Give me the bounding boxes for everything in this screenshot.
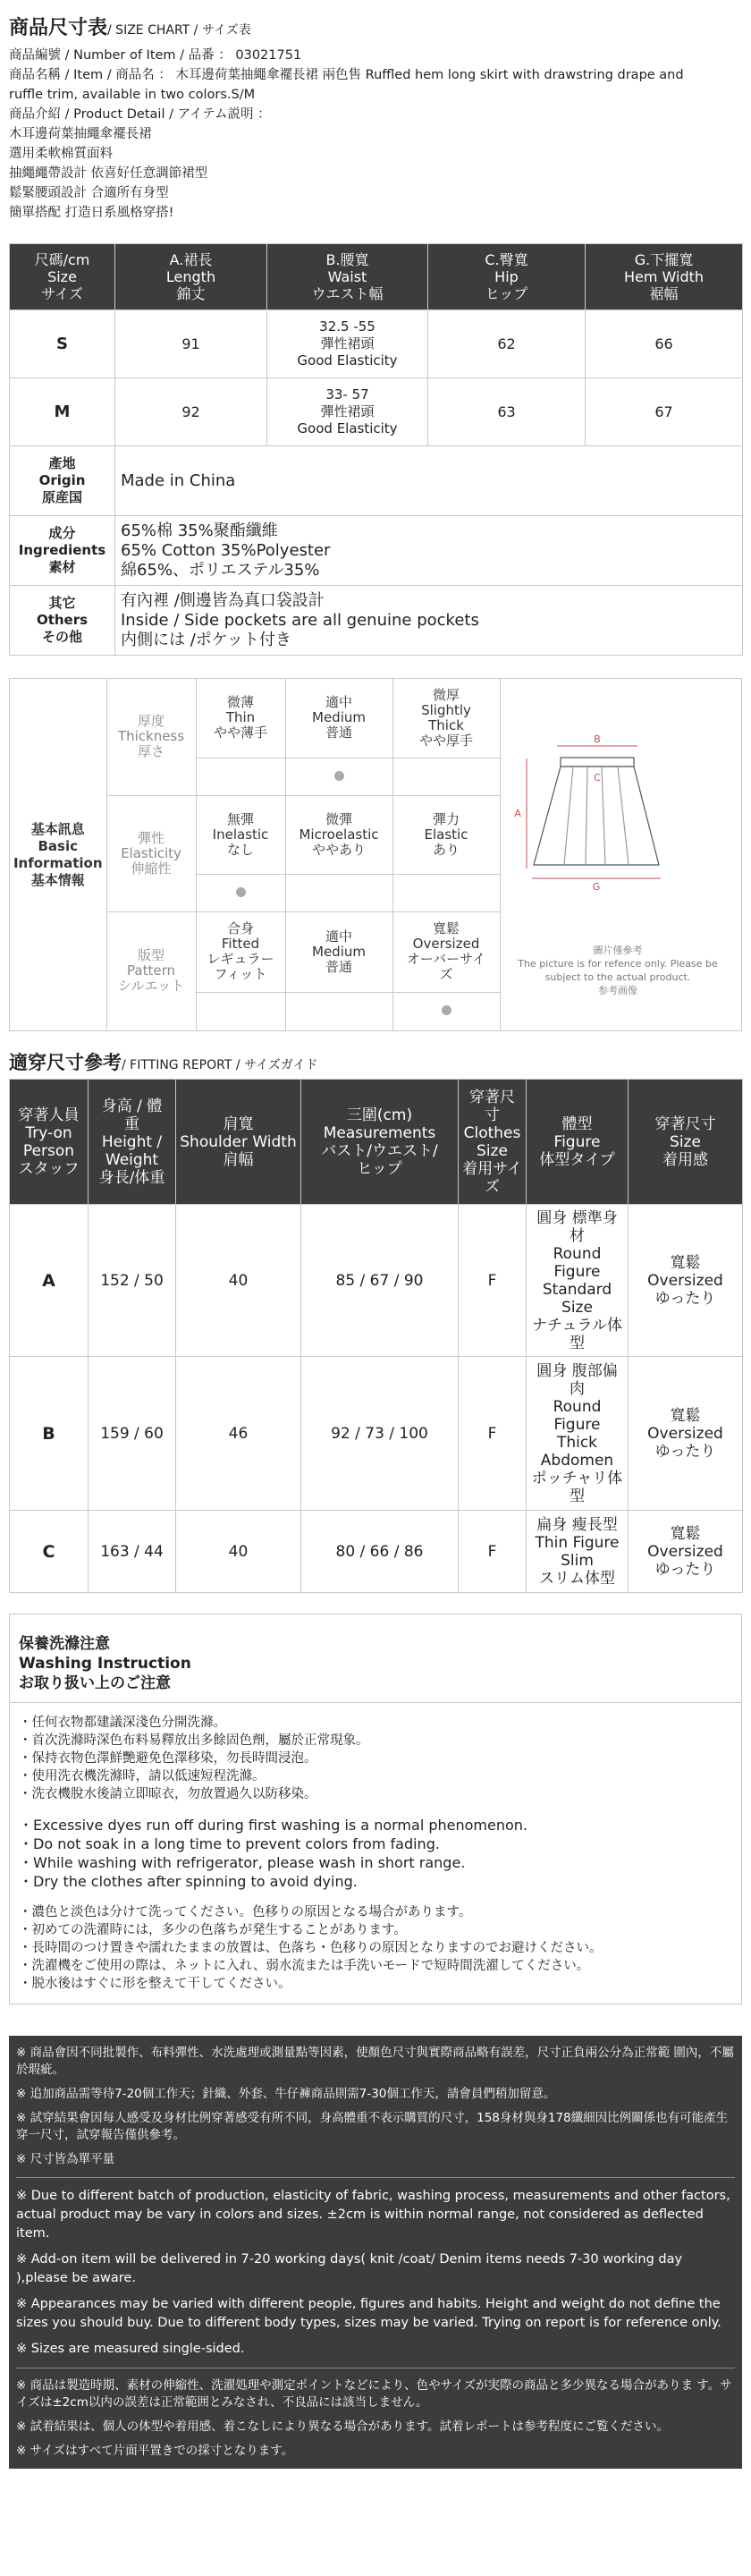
th-line: 體型 [561, 1114, 593, 1133]
washing-en [19, 1816, 732, 1891]
washing-line: ・While washing with refrigerator, please wash in short range. [19, 1854, 466, 1871]
height-weight-cell: 163 / 44 [89, 1511, 176, 1593]
shoulder-cell: 40 [176, 1511, 301, 1593]
shoulder-cell: 46 [176, 1357, 301, 1511]
th-line: Hem Width [623, 268, 705, 285]
label-line: 產地 [48, 455, 76, 471]
waist-line: Good Elasticity [297, 420, 398, 436]
size-table-header [10, 244, 743, 310]
table-row [10, 310, 743, 378]
hip-cell: 62 [428, 310, 586, 378]
notes-jp [16, 2377, 735, 2460]
th-line: Length [165, 268, 216, 285]
title-text: 商品尺寸表 [9, 17, 108, 39]
washing-panel [9, 1614, 742, 2004]
fit-line: ゆったり [654, 1442, 716, 1461]
opt-line: 普通 [325, 958, 352, 975]
notes-en [16, 2187, 735, 2359]
th-line: Measurements [323, 1123, 436, 1142]
shoulder-cell: 40 [176, 1205, 301, 1357]
label-line: 彈性 [137, 829, 165, 846]
label-line: 厚度 [137, 713, 165, 730]
washing-title-jp: お取り扱い上のご注意 [19, 1674, 171, 1692]
note-line: ※ 尺寸皆為單平量 [16, 2152, 115, 2166]
th-line: 着用感 [662, 1150, 708, 1169]
note-line: ※ 試穿結果會因每人感受及身材比例穿著感受有所不同，身高體重不表示購買的尺寸，158身材與身178纖細因比例關係也有可能產生穿一尺寸，試穿報告僅供參考。 [16, 2111, 729, 2142]
elasticity-option-micro [285, 795, 392, 874]
caption-line: The picture is for refence only. Please be [518, 958, 718, 970]
waistband-shape [561, 758, 634, 767]
washing-line: ・任何衣物都建議深淺色分開洗滌。 [19, 1716, 226, 1730]
opt-line: Inelastic [212, 826, 269, 843]
th-line: 着用サイ [462, 1159, 522, 1178]
length-cell: 91 [115, 310, 267, 378]
clothes-size-cell: F [459, 1511, 527, 1593]
basic-info-panel [9, 678, 742, 1031]
pattern-option-medium [285, 911, 392, 992]
opt-line: 寬鬆 [432, 920, 460, 936]
figure-line: Abdomen [540, 1451, 614, 1470]
washing-line: ・Dry the clothes after spinning to avoid dying. [19, 1873, 358, 1890]
ingredients-label [10, 516, 115, 586]
others-value [115, 586, 743, 656]
opt-line: Fitted [221, 936, 260, 952]
info-line: ruffle trim, available in two colors.S/M [9, 88, 256, 102]
opt-line: Medium [312, 943, 366, 960]
info-line: 鬆緊腰頭設計 合適所有身型 [9, 186, 169, 200]
th-line: バスト/ウエスト/ [321, 1141, 438, 1160]
length-cell: 92 [115, 378, 267, 446]
col-waist [267, 244, 428, 310]
opt-line: 微厚 [432, 686, 460, 703]
clothes-size-cell: F [459, 1357, 527, 1511]
th-line: 体型タイプ [539, 1150, 615, 1169]
info-line: 選用柔軟棉質面料 [9, 147, 113, 161]
fitting-title-text: 適穿尺寸參考 [9, 1052, 122, 1073]
label-line: シルエット [117, 978, 185, 995]
note-line: ※ 商品は製造時期、素材の伸縮性、洗濯処理や測定ポイントなどにより、色やサイズが実際の商品と多少異なる場合がありま す。サイズは±2cm以内の誤差は正常範囲とみなされ、不良品には該当しません。 [16, 2378, 732, 2410]
opt-line: レギュラー [207, 951, 274, 967]
washing-line: ・脱水後はすぐに形を整えて干してください。 [19, 1977, 291, 1991]
th-line: 穿著人員 [18, 1106, 80, 1124]
label-line: 基本情報 [30, 871, 85, 888]
figure-line: Slim [561, 1551, 594, 1570]
divider [16, 2177, 735, 2178]
notes-panel [9, 2036, 742, 2469]
col-measurements [301, 1080, 459, 1205]
ingredients-row [10, 516, 743, 586]
thickness-label [106, 679, 196, 795]
washing-title [10, 1614, 741, 1703]
washing-title-zh: 保養洗滌注意 [19, 1635, 110, 1653]
dot-cell [392, 874, 500, 911]
th-line: 肩寬 [223, 1114, 254, 1133]
opt-line: なし [226, 841, 254, 858]
opt-line: 適中 [325, 694, 352, 711]
label-line: 其它 [48, 595, 76, 611]
col-shoulder [176, 1080, 301, 1205]
opt-line: 微彈 [325, 810, 352, 827]
note-line: ※ Add-on item will be delivered in 7-20 working days( knit /coat/ Denim items needs 7-30 working day ),please be aware. [16, 2252, 683, 2285]
label-b: B [594, 733, 601, 745]
opt-line: 無彈 [226, 810, 254, 827]
product-header [9, 13, 742, 223]
table-row [10, 1205, 743, 1357]
figure-line: 圓身 腹部偏 [536, 1361, 618, 1380]
opt-line: あり [432, 841, 460, 858]
waist-line: 彈性裙頭 [320, 403, 375, 419]
thickness-row [10, 679, 500, 758]
info-line: 商品編號 / Number of Item / 品番 ： 03021751 [9, 48, 302, 63]
figure-line: Figure [553, 1415, 601, 1434]
col-height-weight [89, 1080, 176, 1205]
fit-line: Oversized [647, 1542, 723, 1561]
waist-line: 彈性裙頭 [320, 335, 375, 352]
figure-line: Thin Figure [535, 1533, 620, 1552]
fit-line: ゆったり [654, 1560, 716, 1579]
washing-line: ・Do not soak in a long time to prevent colors from fading. [19, 1835, 440, 1852]
info-line: 商品名稱 / Item / 商品名 ： 木耳邊荷葉抽繩傘襬長裙 兩色售 Ruffled hem long skirt with drawstring drape and [9, 68, 684, 82]
opt-line: ズ [439, 966, 453, 982]
waist-cell [267, 310, 428, 378]
waist-line: 33- 57 [325, 386, 369, 402]
info-line: 抽繩繩帶設計 依喜好任意調節裙型 [9, 166, 208, 181]
th-line: Waist [327, 268, 367, 285]
label-line: 成分 [48, 525, 76, 541]
figure-line: Standard [542, 1280, 612, 1299]
label-line: Others [36, 612, 89, 628]
caption-line: subject to the actual product. [544, 971, 691, 983]
washing-title-en: Washing Instruction [19, 1655, 191, 1673]
th-line: Height / [101, 1132, 163, 1151]
waist-line: 32.5 -55 [319, 318, 376, 335]
washing-body [10, 1703, 741, 2004]
pattern-option-fitted [196, 911, 285, 992]
value-line: 有內裡 /側邊皆為真口袋設計 [121, 590, 325, 610]
opt-line: 彈力 [432, 810, 460, 827]
figure-line: 肉 [570, 1379, 585, 1398]
th-line: 重 [124, 1114, 139, 1133]
figure-line: スリム体型 [539, 1569, 615, 1588]
washing-zh [19, 1714, 732, 1803]
value-line: 内側には /ポケット付き [121, 630, 291, 649]
label-line: その他 [41, 629, 82, 645]
note-line: ※ Appearances may be varied with different people, figures and habits. Height and weight do not define the sizes you should buy. Due to different body types, sizes may be varied. Trying on report is for reference only. [16, 2297, 721, 2330]
col-length [115, 244, 267, 310]
note-line: ※ 商品會因不同批製作、布料彈性、水洗處理或測量點等因素，使顏色尺寸與實際商品略有誤差，尺寸正負兩公分為正常範 圍內，不屬於瑕疵。 [16, 2046, 734, 2077]
pattern-option-oversized [392, 911, 500, 992]
hem-cell: 67 [586, 378, 743, 446]
col-size [10, 244, 115, 310]
figure-line: 扁身 瘦長型 [536, 1515, 618, 1534]
clothes-size-cell: F [459, 1205, 527, 1357]
elasticity-option-elastic [392, 795, 500, 874]
others-label [10, 586, 115, 656]
origin-value: Made in China [115, 446, 743, 516]
washing-line: ・長時間のつけ置きや濡れたままの放置は、色落ち・色移りの原因となりますのでお避けください。 [19, 1941, 603, 1955]
th-line: 穿著尺 [469, 1088, 515, 1106]
th-line: ウエスト幅 [311, 285, 384, 302]
figure-line: Round [553, 1397, 602, 1416]
label-line: Information [13, 854, 103, 871]
figure-line: Figure [553, 1262, 601, 1281]
th-line: ズ [485, 1177, 500, 1196]
thickness-option-medium [285, 679, 392, 758]
th-line: ヒップ [485, 285, 528, 302]
info-line: 商品介紹 / Product Detail / アイテム説明 ： [9, 107, 271, 122]
origin-label [10, 446, 115, 516]
opt-line: やや厚手 [418, 732, 473, 749]
th-line: 寸 [485, 1106, 500, 1124]
fitting-subtitle: / FITTING REPORT / サイズガイド [122, 1058, 318, 1072]
info-line: 木耳邊荷葉抽繩傘襬長裙 [9, 127, 152, 141]
washing-line: ・洗濯機をご使用の際は、ネットに入れ、弱水流または手洗いモードで短時間洗濯してください。 [19, 1959, 590, 1973]
opt-line: ややあり [311, 841, 366, 858]
size-cell: S [10, 310, 115, 378]
label-line: 原産国 [41, 489, 82, 505]
value-line: 65%棉 35%聚酯纖維 [121, 521, 278, 540]
figure-cell [527, 1205, 629, 1357]
th-line: ヒップ [357, 1159, 402, 1178]
opt-line: Slightly [421, 701, 471, 718]
dot-cell [196, 874, 285, 911]
fit-line: Oversized [647, 1424, 723, 1443]
th-line: Shoulder Width [180, 1132, 297, 1151]
th-line: Size [47, 268, 77, 285]
note-line: ※ 試着結果は、個人の体型や着用感、着こなしにより異なる場合があります。試着レポートは参考程度にご覧ください。 [16, 2419, 670, 2434]
person-cell: C [10, 1511, 89, 1593]
note-line: ※ Sizes are measured single-sided. [16, 2342, 245, 2356]
th-line: Clothes [463, 1123, 521, 1142]
page-title [9, 13, 742, 40]
opt-line: やや薄手 [213, 724, 267, 741]
selected-dot-icon [442, 1005, 451, 1015]
fit-line: Oversized [647, 1271, 723, 1290]
dot-cell [196, 992, 285, 1030]
washing-line: ・首次洗滌時深色布料易釋放出多餘固色劑，屬於正常現象。 [19, 1733, 369, 1748]
fit-line: 寬鬆 [670, 1406, 701, 1425]
th-line: 身高 / 體 [101, 1097, 163, 1115]
note-line: ※ サイズはすべて片面平置きでの採寸となります。 [16, 2444, 294, 2458]
label-line: Basic [38, 837, 79, 854]
note-line: ※ Due to different batch of production, elasticity of fabric, washing process, measurements and other factors, actual product may be vary in colors and sizes. ±2cm is within normal range, not considered as deflected item. [16, 2189, 730, 2241]
col-hip [428, 244, 586, 310]
elasticity-label [106, 795, 196, 911]
washing-line: ・保持衣物色澤鮮艷避免色澤移染，勿長時間浸泡。 [19, 1751, 317, 1766]
washing-line: ・初めての洗濯時には，多少の色落ちが発生することがあります。 [19, 1923, 407, 1937]
col-figure [527, 1080, 629, 1205]
label-line: Thickness [117, 728, 185, 745]
figure-line: Size [561, 1298, 593, 1317]
fit-cell [629, 1511, 743, 1593]
th-line: 穿著尺寸 [654, 1114, 716, 1133]
th-line: 身長/体重 [98, 1168, 165, 1187]
th-line: Try-on [25, 1123, 72, 1142]
dot-cell [392, 992, 500, 1030]
opt-line: Medium [312, 709, 366, 726]
dot-cell [285, 874, 392, 911]
value-line: 綿65%、ポリエステル35% [121, 560, 320, 580]
opt-line: 適中 [325, 928, 352, 945]
opt-line: Oversized [412, 936, 480, 952]
fitting-table [9, 1079, 743, 1593]
label-g: G [592, 881, 601, 893]
th-line: A.裙長 [169, 251, 213, 268]
dot-cell [285, 758, 392, 795]
table-row [10, 1357, 743, 1511]
figure-line: Round [553, 1244, 602, 1263]
th-line: サイズ [41, 285, 83, 302]
label-line: Ingredients [18, 542, 106, 558]
notes-zh [16, 2045, 735, 2168]
th-line: C.臀寬 [485, 251, 528, 268]
size-table [9, 243, 743, 656]
ingredients-value [115, 516, 743, 586]
th-line: 錦丈 [176, 285, 206, 302]
height-weight-cell: 159 / 60 [89, 1357, 176, 1511]
title-subtitle: / SIZE CHART / サイズ表 [107, 23, 251, 38]
person-cell: B [10, 1357, 89, 1511]
washing-jp [19, 1903, 732, 1993]
opt-line: Thin [225, 709, 256, 726]
label-line: Elasticity [121, 844, 181, 861]
waist-cell [267, 378, 428, 446]
opt-line: オーバーサイ [406, 951, 486, 967]
measurements-cell: 92 / 73 / 100 [301, 1357, 459, 1511]
opt-line: 合身 [226, 920, 254, 936]
fit-line: 寬鬆 [670, 1524, 701, 1543]
th-line: スタッフ [18, 1159, 80, 1178]
washing-line: ・Excessive dyes run off during first washing is a normal phenomenon. [19, 1817, 527, 1834]
measurements-cell: 85 / 67 / 90 [301, 1205, 459, 1357]
th-line: 三圍(cm) [346, 1106, 413, 1124]
basic-info-label [10, 679, 106, 1030]
th-line: Size [670, 1132, 701, 1151]
th-line: 肩幅 [223, 1150, 254, 1169]
washing-line: ・濃色と淡色は分けて洗ってください。色移りの原因となる場合があります。 [19, 1905, 472, 1919]
figure-line: 型 [570, 1334, 585, 1352]
fitting-title [9, 1050, 742, 1077]
opt-line: Thick [428, 716, 464, 733]
opt-line: Elastic [424, 826, 468, 843]
product-info-lines [9, 46, 742, 223]
th-line: 尺碼/cm [34, 251, 90, 268]
label-a: A [514, 808, 521, 819]
hem-cell: 66 [586, 310, 743, 378]
selected-dot-icon [334, 771, 344, 781]
value-line: 65% Cotton 35%Polyester [121, 540, 331, 560]
th-line: B.腰寬 [325, 251, 369, 268]
dot-cell [392, 758, 500, 795]
th-line: 裾幅 [649, 285, 679, 302]
washing-line: ・使用洗衣機洗滌時，請以低速短程洗滌。 [19, 1769, 266, 1784]
th-line: Size [477, 1141, 508, 1160]
elasticity-option-inelastic [196, 795, 285, 874]
figure-line: 圓身 標準身 [536, 1208, 618, 1227]
basic-info-table [10, 679, 501, 1030]
skirt-diagram [511, 715, 671, 929]
label-line: 基本訊息 [30, 820, 85, 837]
figure-cell [527, 1511, 629, 1593]
caption-line: 参考画像 [598, 985, 637, 996]
note-line: ※ 追加商品需等待7-20個工作天；針織、外套、牛仔褲商品則需7-30個工作天，請會員們稍加留意。 [16, 2087, 556, 2101]
opt-line: フィット [214, 966, 267, 982]
caption-line: 圖片僅參考 [593, 945, 643, 956]
th-line: Hip [494, 268, 519, 285]
waist-line: Good Elasticity [297, 352, 398, 369]
label-line: Pattern [127, 962, 175, 979]
pattern-label [106, 911, 196, 1030]
fit-cell [629, 1357, 743, 1511]
size-chart [9, 243, 742, 656]
origin-row [10, 446, 743, 516]
value-line: Inside / Side pockets are all genuine pockets [121, 610, 479, 630]
label-line: 伸縮性 [131, 860, 172, 877]
col-fit [629, 1080, 743, 1205]
washing-line: ・洗衣機脫水後請立即晾衣，勿放置過久以防移染。 [19, 1787, 317, 1801]
opt-line: 普通 [325, 724, 352, 741]
fit-cell [629, 1205, 743, 1357]
figure-line: Thick [556, 1433, 598, 1452]
figure-cell [527, 1357, 629, 1511]
size-cell: M [10, 378, 115, 446]
others-row [10, 586, 743, 656]
col-clothes-size [459, 1080, 527, 1205]
dot-cell [196, 758, 285, 795]
diagram-caption [511, 944, 725, 997]
height-weight-cell: 152 / 50 [89, 1205, 176, 1357]
fit-line: 寬鬆 [670, 1253, 701, 1272]
table-row [10, 378, 743, 446]
thickness-option-thin [196, 679, 285, 758]
measurements-cell: 80 / 66 / 86 [301, 1511, 459, 1593]
figure-line: ポッチャリ体 [531, 1469, 623, 1487]
fitting-report [9, 1050, 742, 1593]
selected-dot-icon [236, 887, 246, 897]
col-hem [586, 244, 743, 310]
opt-line: Microelastic [299, 826, 379, 843]
table-row [10, 1511, 743, 1593]
label-c: C [594, 772, 601, 784]
figure-line: ナチュラル体 [532, 1316, 622, 1335]
hip-cell: 63 [428, 378, 586, 446]
th-line: Figure [553, 1132, 601, 1151]
opt-line: 微薄 [226, 694, 254, 711]
figure-line: 材 [570, 1226, 585, 1245]
label-line: 素材 [48, 559, 76, 575]
label-line: 版型 [137, 947, 165, 964]
th-line: Weight [105, 1150, 159, 1169]
th-line: G.下擺寬 [634, 251, 694, 268]
person-cell: A [10, 1205, 89, 1357]
label-line: Origin [38, 472, 86, 488]
label-line: 厚さ [137, 743, 165, 760]
th-line: Person [22, 1141, 75, 1160]
fit-line: ゆったり [654, 1289, 716, 1308]
thickness-option-thick [392, 679, 500, 758]
figure-line: 型 [570, 1487, 585, 1505]
info-line: 簡單搭配 打造日系風格穿搭! [9, 206, 174, 220]
fitting-table-header [10, 1080, 743, 1205]
col-person [10, 1080, 89, 1205]
dot-cell [285, 992, 392, 1030]
